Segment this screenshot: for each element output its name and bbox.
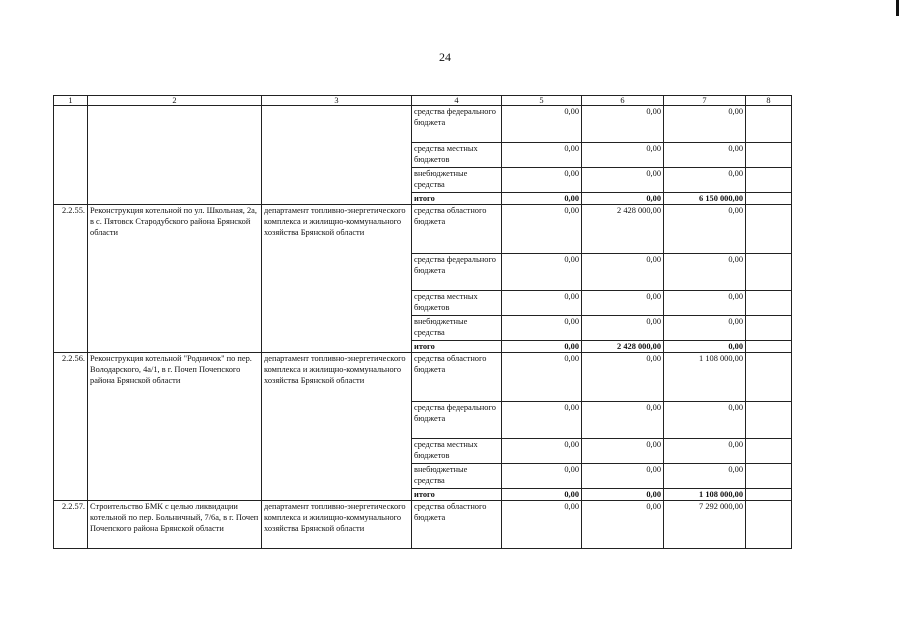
value-cell: 0,00 — [664, 106, 746, 143]
value-cell: 0,00 — [582, 254, 664, 291]
header-cell: 5 — [502, 96, 582, 106]
table-row — [54, 205, 792, 254]
funding-source: средства местных бюджетов — [412, 439, 502, 464]
funding-source: внебюджетные средства — [412, 168, 502, 193]
item-code: 2.2.55. — [54, 205, 88, 353]
value-cell: 0,00 — [582, 143, 664, 168]
value-cell: 0,00 — [582, 316, 664, 341]
funding-source: внебюджетные средства — [412, 316, 502, 341]
empty-cell — [746, 501, 792, 549]
value-cell: 0,00 — [502, 501, 582, 549]
empty-object-cell — [88, 106, 262, 205]
empty-cell — [746, 489, 792, 501]
funding-source: средства местных бюджетов — [412, 291, 502, 316]
value-cell: 7 292 000,00 — [664, 501, 746, 549]
value-cell: 0,00 — [582, 489, 664, 501]
page-number: 24 — [439, 50, 451, 64]
empty-cell — [746, 168, 792, 193]
header-cell: 2 — [88, 96, 262, 106]
value-cell: 2 428 000,00 — [582, 341, 664, 353]
value-cell: 0,00 — [582, 402, 664, 439]
empty-cell — [746, 439, 792, 464]
value-cell: 0,00 — [502, 291, 582, 316]
funding-source: средства федерального бюджета — [412, 254, 502, 291]
empty-cell — [746, 254, 792, 291]
empty-code-cell — [54, 106, 88, 205]
empty-cell — [746, 193, 792, 205]
value-cell: 0,00 — [582, 464, 664, 489]
value-cell: 0,00 — [664, 291, 746, 316]
value-cell: 0,00 — [502, 205, 582, 254]
value-cell: 0,00 — [582, 353, 664, 402]
object-name: Строительство БМК с целью ликвидации котельной по пер. Больничный, 7/6а, в г. Почеп Почепского района Брянской области — [88, 501, 262, 549]
funding-source: средства областного бюджета — [412, 501, 502, 549]
value-cell: 1 108 000,00 — [664, 353, 746, 402]
value-cell: 2 428 000,00 — [582, 205, 664, 254]
header-cell: 1 — [54, 96, 88, 106]
funding-source: средства областного бюджета — [412, 353, 502, 402]
budget-table — [53, 95, 792, 549]
value-cell: 0,00 — [502, 168, 582, 193]
empty-executor-cell — [262, 106, 412, 205]
header-row — [54, 96, 792, 106]
value-cell: 0,00 — [664, 254, 746, 291]
item-code: 2.2.56. — [54, 353, 88, 501]
funding-source: итого — [412, 489, 502, 501]
empty-cell — [746, 402, 792, 439]
empty-cell — [746, 316, 792, 341]
value-cell: 0,00 — [502, 193, 582, 205]
executor-name: департамент топливно-энергетического комплекса и жилищно-коммунального хозяйства Брянской области — [262, 501, 412, 549]
funding-source: итого — [412, 193, 502, 205]
value-cell: 0,00 — [502, 439, 582, 464]
funding-source: средства областного бюджета — [412, 205, 502, 254]
object-name: Реконструкция котельной по ул. Школьная, 2а, в с. Пятовск Стародубского района Брянской области — [88, 205, 262, 353]
empty-cell — [746, 353, 792, 402]
header-cell: 7 — [664, 96, 746, 106]
value-cell: 0,00 — [582, 106, 664, 143]
value-cell: 0,00 — [502, 353, 582, 402]
object-name: Реконструкция котельной "Родничок" по пер. Володарского, 4а/1, в г. Почеп Почепского района Брянской области — [88, 353, 262, 501]
empty-cell — [746, 205, 792, 254]
value-cell: 0,00 — [502, 341, 582, 353]
page-edge-mark — [896, 0, 899, 16]
value-cell: 0,00 — [502, 489, 582, 501]
value-cell: 0,00 — [502, 316, 582, 341]
value-cell: 0,00 — [502, 402, 582, 439]
value-cell: 0,00 — [502, 143, 582, 168]
value-cell: 0,00 — [664, 402, 746, 439]
value-cell: 0,00 — [582, 291, 664, 316]
header-cell: 8 — [746, 96, 792, 106]
value-cell: 0,00 — [664, 316, 746, 341]
value-cell: 0,00 — [582, 501, 664, 549]
value-cell: 0,00 — [664, 143, 746, 168]
value-cell: 0,00 — [582, 168, 664, 193]
header-cell: 6 — [582, 96, 664, 106]
empty-cell — [746, 106, 792, 143]
value-cell: 0,00 — [582, 193, 664, 205]
value-cell: 0,00 — [502, 464, 582, 489]
header-cell: 4 — [412, 96, 502, 106]
value-cell: 0,00 — [502, 254, 582, 291]
value-cell: 0,00 — [502, 106, 582, 143]
empty-cell — [746, 464, 792, 489]
table-row — [54, 501, 792, 549]
funding-source: средства федерального бюджета — [412, 106, 502, 143]
header-cell: 3 — [262, 96, 412, 106]
empty-cell — [746, 143, 792, 168]
funding-source: средства федерального бюджета — [412, 402, 502, 439]
value-cell: 0,00 — [582, 439, 664, 464]
empty-cell — [746, 341, 792, 353]
table-row — [54, 106, 792, 143]
funding-source: средства местных бюджетов — [412, 143, 502, 168]
table-row — [54, 353, 792, 402]
funding-source: внебюджетные средства — [412, 464, 502, 489]
executor-name: департамент топливно-энергетического комплекса и жилищно-коммунального хозяйства Брянской области — [262, 353, 412, 501]
value-cell: 0,00 — [664, 168, 746, 193]
value-cell: 6 150 000,00 — [664, 193, 746, 205]
funding-source: итого — [412, 341, 502, 353]
value-cell: 0,00 — [664, 439, 746, 464]
executor-name: департамент топливно-энергетического комплекса и жилищно-коммунального хозяйства Брянской области — [262, 205, 412, 353]
value-cell: 0,00 — [664, 205, 746, 254]
value-cell: 1 108 000,00 — [664, 489, 746, 501]
empty-cell — [746, 291, 792, 316]
item-code: 2.2.57. — [54, 501, 88, 549]
value-cell: 0,00 — [664, 341, 746, 353]
value-cell: 0,00 — [664, 464, 746, 489]
